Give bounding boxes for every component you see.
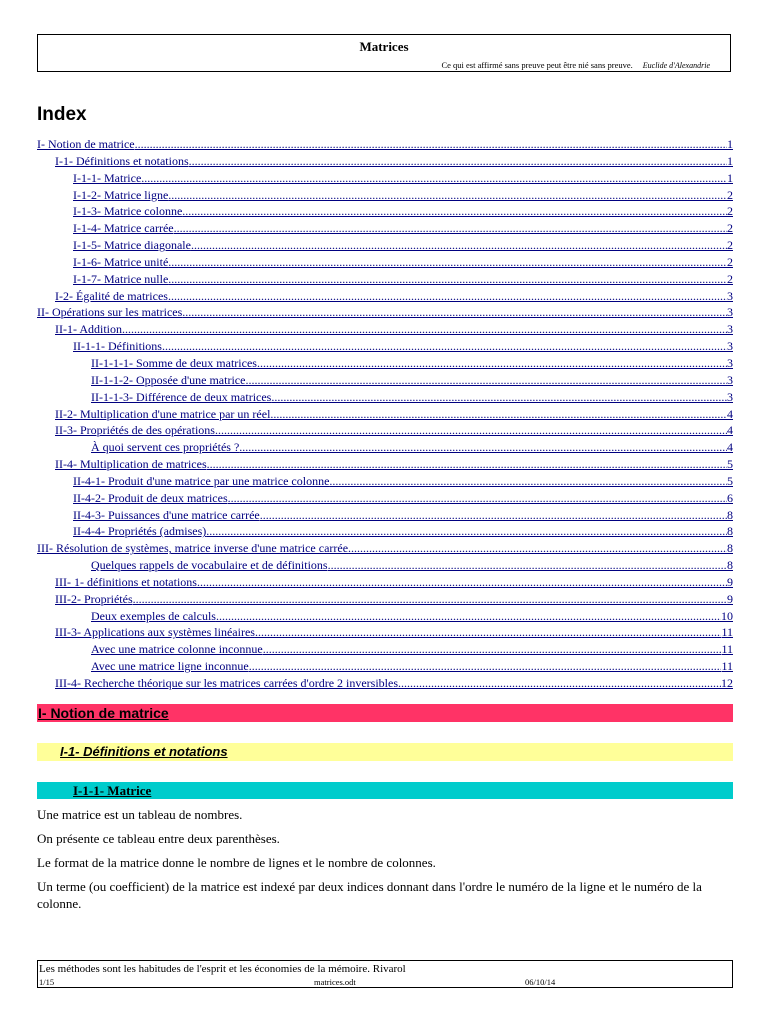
toc-link[interactable]	[37, 591, 733, 608]
toc-link[interactable]	[37, 187, 733, 204]
toc-link-label: II-4- Multiplication de matrices	[55, 457, 207, 472]
toc-leader-dots	[215, 422, 727, 439]
toc-link-label: II-1-1- Définitions	[73, 339, 162, 354]
toc-page-number: 8	[727, 524, 733, 539]
toc-leader-dots	[271, 389, 727, 406]
toc-page-number: 1	[727, 153, 733, 168]
toc-link-label: I- Notion de matrice	[37, 137, 135, 151]
toc-link-label: III- Résolution de systèmes, matrice inverse d'une matrice carrée	[37, 541, 349, 556]
toc-link[interactable]	[37, 254, 733, 271]
toc-link-label: I-1-5- Matrice diagonale	[73, 238, 191, 253]
toc-leader-dots	[162, 338, 727, 355]
toc-link-label: II-1-1-2- Opposée d'une matrice	[91, 372, 246, 387]
toc-leader-dots	[255, 624, 721, 641]
toc-page-number: 3	[727, 389, 733, 404]
toc-page-number: 9	[727, 574, 733, 589]
toc-page-number: 11	[721, 659, 733, 674]
toc-link[interactable]	[37, 220, 733, 237]
toc-link[interactable]	[37, 389, 733, 406]
footer-filename: matrices.odt	[314, 977, 356, 987]
paragraph: Un terme (ou coefficient) de la matrice est indexé par deux indices donnant dans l'ordre le numéro de la ligne et le numéro de la colonne.	[37, 879, 702, 911]
toc-link[interactable]	[37, 203, 733, 220]
toc-link[interactable]	[37, 321, 733, 338]
toc-link-label: I-1-7- Matrice nulle	[73, 271, 169, 286]
toc-page-number: 3	[727, 339, 733, 354]
toc-link[interactable]	[37, 153, 733, 170]
toc-page-number: 11	[721, 642, 733, 657]
toc-link[interactable]	[37, 338, 733, 355]
toc-leader-dots	[168, 288, 727, 305]
toc-leader-dots	[263, 641, 722, 658]
toc-leader-dots	[207, 456, 727, 473]
toc-leader-dots	[141, 170, 727, 187]
footer-quote: Les méthodes sont les habitudes de l'esprit et les économies de la mémoire. Rivarol	[39, 963, 406, 975]
toc-leader-dots	[135, 136, 727, 153]
document-title: Matrices	[359, 39, 409, 54]
footer-page-number: 1/15	[39, 977, 55, 987]
toc-page-number: 8	[727, 541, 733, 556]
header-quote	[441, 60, 710, 70]
toc-leader-dots	[168, 271, 727, 288]
toc-page-number: 2	[727, 221, 733, 236]
toc-link-label: II-4-3- Puissances d'une matrice carrée	[73, 507, 260, 522]
toc-page-number: 6	[727, 490, 733, 505]
toc-link[interactable]	[37, 608, 733, 625]
header-quote-text: Ce qui est affirmé sans preuve peut être nié sans preuve.	[441, 60, 633, 70]
toc-leader-dots	[228, 490, 727, 507]
toc-link[interactable]	[37, 456, 733, 473]
toc-link[interactable]	[37, 557, 733, 574]
toc-page-number: 5	[727, 473, 733, 488]
toc-page-number: 3	[727, 355, 733, 370]
toc-leader-dots	[174, 220, 727, 237]
toc-link-label: III- 1- définitions et notations	[55, 574, 197, 589]
toc-link-label: Quelques rappels de vocabulaire et de définitions	[91, 558, 328, 573]
toc-link-label: Deux exemples de calculs	[91, 608, 216, 623]
toc-leader-dots	[329, 473, 727, 490]
toc-page-number: 8	[727, 558, 733, 573]
footer-date: 06/10/14	[525, 977, 556, 987]
toc-link[interactable]	[37, 658, 733, 675]
toc-page-number: 1	[727, 137, 733, 151]
toc-link[interactable]	[37, 422, 733, 439]
toc-link[interactable]	[37, 237, 733, 254]
toc-leader-dots	[206, 523, 727, 540]
toc-link-label: I-1-4- Matrice carrée	[73, 221, 174, 236]
toc-page-number: 4	[727, 423, 733, 438]
toc-link-label: I-1-1- Matrice	[73, 170, 142, 185]
toc-leader-dots	[168, 254, 727, 271]
toc-page-number: 9	[727, 591, 733, 606]
toc-link[interactable]	[37, 624, 733, 641]
toc-leader-dots	[257, 355, 727, 372]
toc-link-label: II-1-1-3- Différence de deux matrices	[91, 389, 272, 404]
toc-link[interactable]	[37, 355, 733, 372]
toc-link[interactable]	[37, 523, 733, 540]
toc-page-number: 4	[727, 406, 733, 421]
toc-link-label: I-1-3- Matrice colonne	[73, 204, 183, 219]
toc-link-label: I-1-2- Matrice ligne	[73, 187, 169, 202]
toc-page-number: 10	[721, 608, 733, 623]
toc-page-number: 1	[727, 170, 733, 185]
toc-link-label: II-1- Addition	[55, 322, 122, 337]
toc-link[interactable]	[37, 473, 733, 490]
toc-leader-dots	[398, 675, 721, 692]
toc-link[interactable]	[37, 288, 733, 305]
toc-link[interactable]	[37, 574, 733, 591]
toc-page-number: 8	[727, 507, 733, 522]
toc-link-label: Avec une matrice ligne inconnue	[91, 659, 249, 674]
toc-page-number: 4	[727, 440, 733, 455]
paragraph: On présente ce tableau entre deux parenthèses.	[37, 831, 280, 846]
toc-link[interactable]	[37, 406, 733, 423]
page-header	[37, 34, 731, 72]
toc-leader-dots	[191, 237, 727, 254]
toc-leader-dots	[182, 203, 727, 220]
toc-link-label: II-4-4- Propriétés (admises)	[73, 524, 207, 539]
toc-link[interactable]	[37, 641, 733, 658]
index-title: Index	[37, 104, 87, 125]
page-footer	[37, 960, 733, 988]
toc-link-label: À quoi servent ces propriétés ?	[91, 440, 240, 455]
toc-link-label: II-4-2- Produit de deux matrices	[73, 490, 228, 505]
toc-page-number: 11	[721, 625, 733, 640]
toc-leader-dots	[245, 372, 727, 389]
toc-page-number: 2	[727, 204, 733, 219]
toc-link-label: I-1- Définitions et notations	[55, 153, 189, 168]
toc-leader-dots	[348, 540, 727, 557]
toc-leader-dots	[197, 574, 727, 591]
toc-leader-dots	[328, 557, 727, 574]
toc-leader-dots	[122, 321, 727, 338]
toc-link[interactable]	[37, 540, 733, 557]
toc-leader-dots	[260, 507, 727, 524]
toc-link-label: II- Opérations sur les matrices	[37, 305, 183, 320]
toc-leader-dots	[189, 153, 727, 170]
toc-link[interactable]	[37, 675, 733, 692]
toc-link[interactable]	[37, 439, 733, 456]
toc-link[interactable]	[37, 304, 733, 321]
toc-page-number: 2	[727, 238, 733, 253]
toc-link-label: II-1-1-1- Somme de deux matrices	[91, 355, 257, 370]
toc-link-label: I-2- Égalité de matrices	[55, 288, 168, 303]
header-quote-author: Euclide d'Alexandrie	[642, 61, 710, 70]
toc-page-number: 2	[727, 254, 733, 269]
toc-link-label: II-4-1- Produit d'une matrice par une matrice colonne	[73, 473, 330, 488]
toc-link[interactable]	[37, 271, 733, 288]
toc-page-number: 3	[727, 288, 733, 303]
toc-leader-dots	[270, 406, 727, 423]
toc-leader-dots	[249, 658, 722, 675]
heading-1: I- Notion de matrice	[37, 704, 733, 722]
toc-leader-dots	[216, 608, 721, 625]
toc-leader-dots	[182, 304, 727, 321]
toc-page-number: 2	[727, 187, 733, 202]
toc-page-number: 5	[727, 457, 733, 472]
heading-2: I-1- Définitions et notations	[37, 743, 733, 761]
toc-link[interactable]	[37, 372, 733, 389]
toc-page-number: 3	[727, 305, 733, 320]
toc-link[interactable]	[37, 136, 733, 153]
toc-link-label: III-2- Propriétés	[55, 591, 133, 606]
toc-link-label: Avec une matrice colonne inconnue	[91, 642, 263, 657]
toc-page-number: 3	[727, 372, 733, 387]
toc-link[interactable]	[37, 170, 733, 187]
paragraph: Le format de la matrice donne le nombre de lignes et le nombre de colonnes.	[37, 855, 436, 870]
toc-leader-dots	[168, 187, 727, 204]
toc-leader-dots	[239, 439, 727, 456]
paragraph: Une matrice est un tableau de nombres.	[37, 807, 243, 822]
toc-leader-dots	[133, 591, 727, 608]
table-of-contents	[37, 136, 733, 692]
toc-link[interactable]	[37, 507, 733, 524]
toc-page-number: 2	[727, 271, 733, 286]
heading-3: I-1-1- Matrice	[37, 782, 733, 799]
toc-link-label: II-2- Multiplication d'une matrice par un réel	[55, 406, 271, 421]
toc-link-label: III-4- Recherche théorique sur les matrices carrées d'ordre 2 inversibles	[55, 676, 399, 690]
toc-link-label: I-1-6- Matrice unité	[73, 254, 169, 269]
toc-page-number: 12	[721, 676, 733, 690]
toc-link-label: II-3- Propriétés de des opérations	[55, 423, 215, 438]
toc-link-label: III-3- Applications aux systèmes linéaires	[55, 625, 255, 640]
toc-link[interactable]	[37, 490, 733, 507]
toc-page-number: 3	[727, 322, 733, 337]
